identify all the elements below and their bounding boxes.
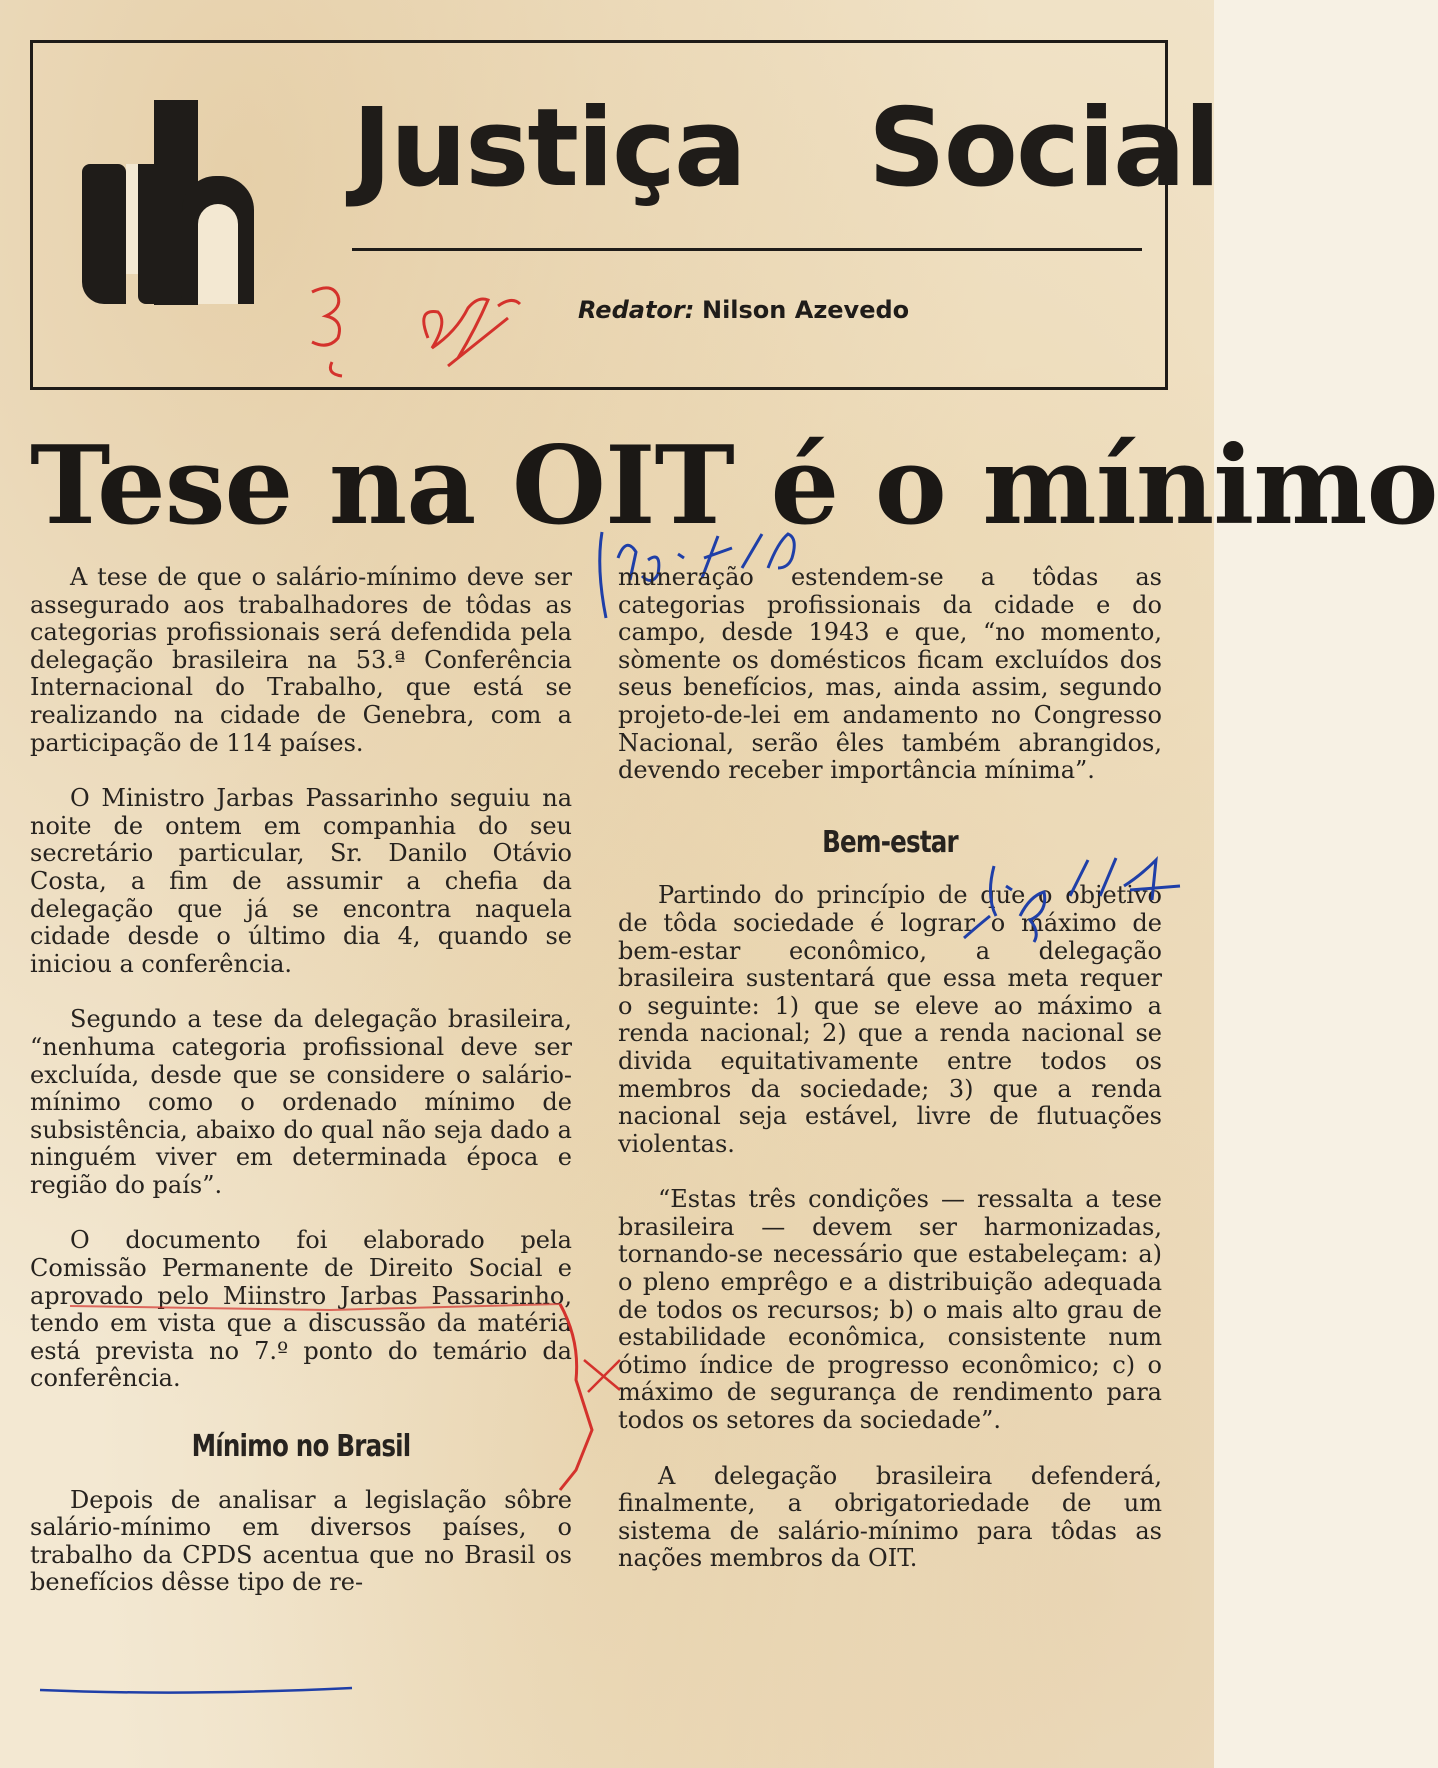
paragraph: A tese de que o salário-mínimo deve ser assegurado aos trabalhadores de tôdas as categorias profissionais será defendida pela delegação brasileira na 53.ª Conferência Internacional do Trabalho, que está se realizando na cidade de Genebra, com a participação de 114 países. xyxy=(30,563,572,757)
section-title-social: Social xyxy=(868,86,1219,211)
paragraph: Depois de analisar a legislação sôbre salário-mínimo em diversos países, o trabalho da CPDS acentua que no Brasil os benefícios dêsse tipo de re- xyxy=(30,1485,572,1597)
article-column-right xyxy=(618,564,1162,1573)
header-divider xyxy=(352,248,1142,251)
paragraph: “Estas três condições — ressalta a tese brasileira — devem ser harmonizadas, tornando-se necessário que estabeleçam: a) o pleno emprêgo e a distribuição adequada de todos os recursos; b) o mais alto grau de estabilidade econômica, consistente num ótimo índice de progresso econômico; c) o máximo de segurança de rendimento para todos os setores da sociedade”. xyxy=(618,1185,1162,1435)
paragraph: O documento foi elaborado pela Comissão Permanente de Direito Social e aprovado pelo Miinstro Jarbas Passarinho, tendo em vista que a discussão da matéria está prevista no 7.º ponto do temário da conferência. xyxy=(30,1226,572,1393)
handwritten-blue-mark-bem-estar xyxy=(960,846,1190,946)
redator-label: Redator: xyxy=(578,296,695,324)
paragraph: Partindo do princípio de que o objetivo de tôda sociedade é lograr o máximo de bem-estar econômico, a delegação brasileira sustentará que essa meta requer o seguinte: 1) que se eleve ao máximo a renda nacional; 2) que a renda nacional se divida equitativamente entre todos os membros da sociedade; 3) que a renda nacional seja estável, livre de flutuações violentas. xyxy=(618,881,1162,1158)
paragraph: muneração estendem-se a tôdas as categorias profissionais da cidade e do campo, desde 1943 e que, “no momento, sòmente os domésticos ficam excluídos dos seus benefícios, mas, ainda assim, segundo projeto-de-lei em andamento no Congresso Nacional, serão êles também abrangidos, devendo receber importância mínima”. xyxy=(618,563,1162,785)
handwritten-red-underline xyxy=(60,1300,620,1500)
redator-name: Nilson Azevedo xyxy=(701,296,910,324)
paragraph: A delegação brasileira defenderá, finalmente, a obrigatoriedade de um sistema de salário-mínimo para tôdas as nações membros da OIT. xyxy=(618,1461,1162,1573)
subheading-minimo-no-brasil: Mínimo no Brasil xyxy=(191,1429,411,1465)
article-headline: Tese na OIT é o mínimo xyxy=(30,423,1438,549)
subheading-bem-estar: Bem-estar xyxy=(822,824,958,860)
uh-logo xyxy=(82,100,254,305)
paragraph: O Ministro Jarbas Passarinho seguiu na noite de ontem em companhia do seu secretário particular, Sr. Danilo Otávio Costa, a fim de assumir a chefia da delegação que já se encontra naquela cidade desde o último dia 4, quando se iniciou a conferência. xyxy=(30,784,572,978)
handwritten-blue-underline xyxy=(36,1680,356,1700)
paragraph: Segundo a tese da delegação brasileira, “nenhuma categoria profissional deve ser excluída, desde que se considere o salário-mínimo como o ordenado mínimo de subsistência, abaixo do qual não seja dado a ninguém viver em determinada época e região do país”. xyxy=(30,1005,572,1199)
byline xyxy=(578,296,909,324)
section-title-justica: Justiça xyxy=(352,86,745,211)
handwritten-red-mark-header xyxy=(298,278,558,388)
